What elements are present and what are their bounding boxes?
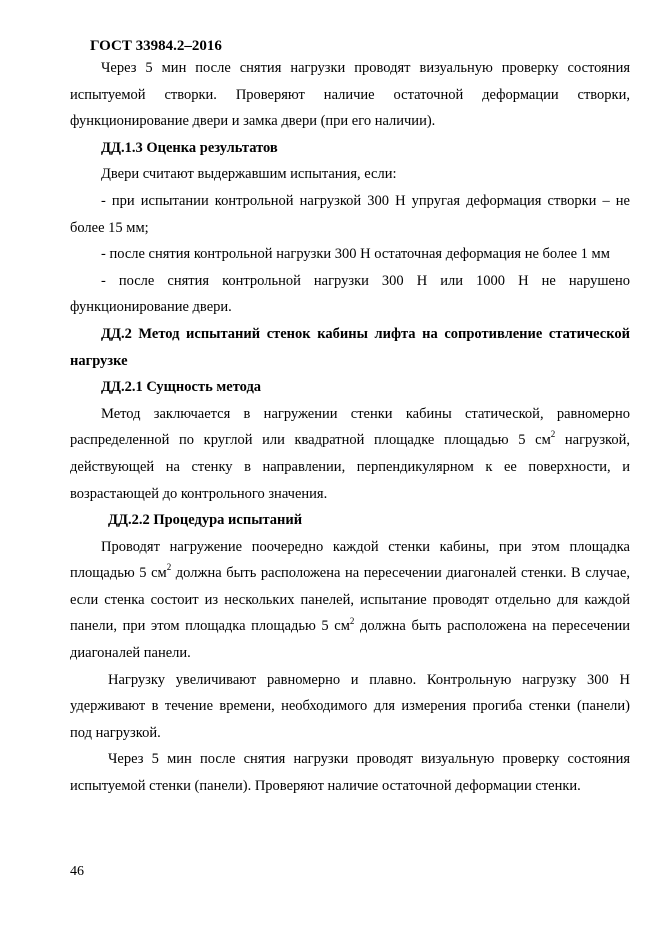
section-heading-dd-1-3: ДД.1.3 Оценка результатов (101, 139, 278, 156)
list-item-residual-deformation: - после снятия контрольной нагрузки 300 Н остаточная деформация не более 1 мм (101, 246, 610, 263)
superscript: 2 (166, 562, 172, 573)
page-number: 46 (70, 864, 84, 879)
list-item-elastic-deformation: - при испытании контрольной нагрузкой 300 Н упругая деформация створки – не более 15 мм; (70, 192, 630, 236)
paragraph-load-increase: Нагрузку увеличивают равномерно и плавно. Контрольную нагрузку 300 Н удерживают в течение времени, необходимого для измерения прогиба стенки (панели) под нагрузкой. (70, 671, 630, 741)
paragraph-test-procedure (70, 534, 630, 667)
section-heading-dd-2-2: ДД.2.2 Процедура испытаний (108, 512, 303, 529)
paragraph-pass-criteria-intro: Двери считают выдержавшим испытания, если: (101, 166, 397, 183)
section-heading-dd-2-1: ДД.2.1 Сущность метода (101, 379, 262, 396)
document-code-header: ГОСТ 33984.2–2016 (90, 38, 222, 54)
section-heading-dd-2: ДД.2 Метод испытаний стенок кабины лифта на сопротивление статической нагрузке (70, 325, 630, 369)
text-span: должна быть расположена на пересечении диагоналей стенки. В случае, если стенка состоит из нескольких панелей, испытание проводят отдельно для каждой панели, при этом площадка площадью 5 см (70, 565, 630, 635)
paragraph-method-essence (70, 401, 630, 507)
text-span: Метод заключается в нагружении стенки кабины статической, равномерно распределенной по круглой или квадратной площадке площадью 5 см (70, 405, 630, 449)
paragraph-wall-inspection: Через 5 мин после снятия нагрузки проводят визуальную проверку состояния испытуемой стенки (панели). Проверяют наличие остаточной деформации стенки. (70, 751, 630, 795)
superscript: 2 (349, 615, 355, 626)
list-item-door-function: - после снятия контрольной нагрузки 300 Н или 1000 Н не нарушено функционирование двери. (70, 272, 630, 316)
text-span: нагрузкой, действующей на стенку в направлении, перпендикулярном к ее поверхности, и возрастающей до контрольного значения. (70, 432, 630, 502)
paragraph-door-inspection: Через 5 мин после снятия нагрузки проводят визуальную проверку состояния испытуемой створки. Проверяют наличие остаточной деформации створки, функционирование двери и замка двери (при его наличии). (70, 60, 630, 130)
text-span: должна быть расположена на пересечении диагоналей панели. (70, 618, 630, 662)
document-body (70, 55, 630, 800)
superscript: 2 (550, 429, 556, 440)
text-span: Проводят нагружение поочередно каждой стенки кабины, при этом площадка площадью 5 см (70, 538, 630, 582)
